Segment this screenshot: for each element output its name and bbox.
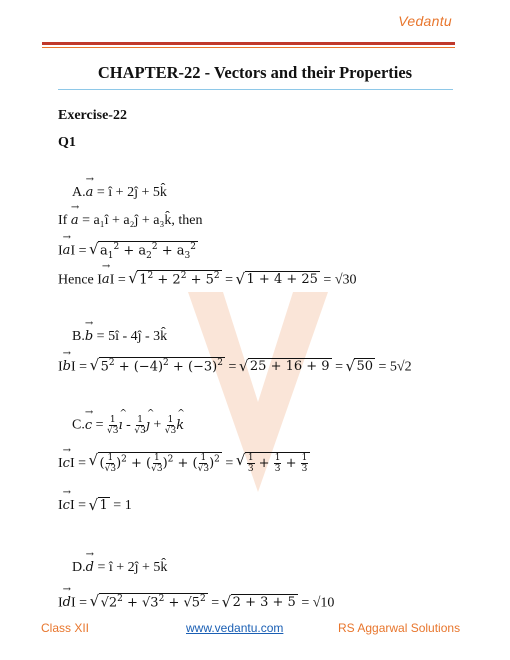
part-d-line (72, 560, 167, 576)
question-heading: Q1 (58, 135, 76, 150)
header-rule-thin (42, 47, 455, 48)
vector-b: → b (85, 329, 93, 344)
chapter-title: CHAPTER-22 - Vectors and their Properties (97, 63, 413, 82)
part-b-label: B. (72, 329, 85, 344)
vector-a: → a (86, 185, 94, 200)
hence-result: = √30 (323, 272, 357, 288)
part-d-mag: I→ dI = √ $√2^2 + √3^2 + √5^2$ = √ 2 + 3 + 5 = √10 (58, 593, 334, 611)
vector-a-2: → a (71, 213, 79, 228)
part-b-line (72, 329, 167, 345)
vedantu-logo: Vedantu (398, 13, 452, 29)
footer-solutions: RS Aggarwal Solutions (338, 621, 461, 635)
footer-link[interactable]: www.vedantu.com (186, 621, 284, 635)
if-rhs: = a₁î + a₂ĵ + a₃k̂, then (82, 213, 203, 228)
header-rule (42, 42, 455, 45)
part-a-mag: I→ aI = √ $a_1^2 + a_2^2 + a_3^2$ (58, 241, 198, 261)
part-c-result: = 1 (113, 498, 132, 513)
part-a-eq: = î + 2ĵ + 5k̂ (96, 185, 167, 200)
part-c-line: C.→ c = $\frac{1}{√3}$ ^ ı - $\frac{1}{√3}$ ^ ȷ + $\frac{1}{√3}$ ^ k (72, 415, 184, 436)
part-b-eq: = 5î - 4ĵ - 3k̂ (96, 329, 168, 344)
part-d-eq: = î + 2ĵ + 5k̂ (97, 560, 168, 575)
part-a-if-line (58, 213, 202, 229)
part-c-label: C. (72, 417, 85, 433)
part-d-label: D. (72, 560, 86, 575)
exercise-heading: Exercise-22 (58, 108, 127, 123)
part-d-result: = √10 (301, 595, 335, 611)
footer-class: Class XII (41, 621, 90, 635)
part-c-result-line: I→ cI = √ 1 = 1 (58, 497, 132, 514)
part-a-hence: Hence I→ aI = √ $1^2 + 2^2 + 5^2$ = √ 1 + 4 + 25 = √30 (58, 270, 357, 288)
vector-c: → c (85, 418, 92, 433)
part-a-line (72, 185, 167, 201)
vector-d: → d (86, 560, 94, 575)
part-b-result: = 5√2 (378, 359, 412, 375)
part-c-mag: I→ cI = √ ( $\frac{1}{√3}$ )$^2$ + ( $\frac{1}{√3}$ )$^2$ + ( $\frac{1}{√3}$ )$^2$ = √ $\frac{1}{3}$ + $\frac{1}{3}$ + $\frac{1}{3}$ (58, 452, 310, 474)
part-a-label: A. (72, 185, 86, 200)
if-text: If (58, 213, 68, 228)
hence-text: Hence I (58, 272, 102, 288)
title-rule (58, 89, 453, 90)
part-b-mag: I→ bI = √ $5^2 + (-4)^2 + (-3)^2$ = √ 25 + 16 + 9 = √ 50 = 5√2 (58, 357, 412, 375)
